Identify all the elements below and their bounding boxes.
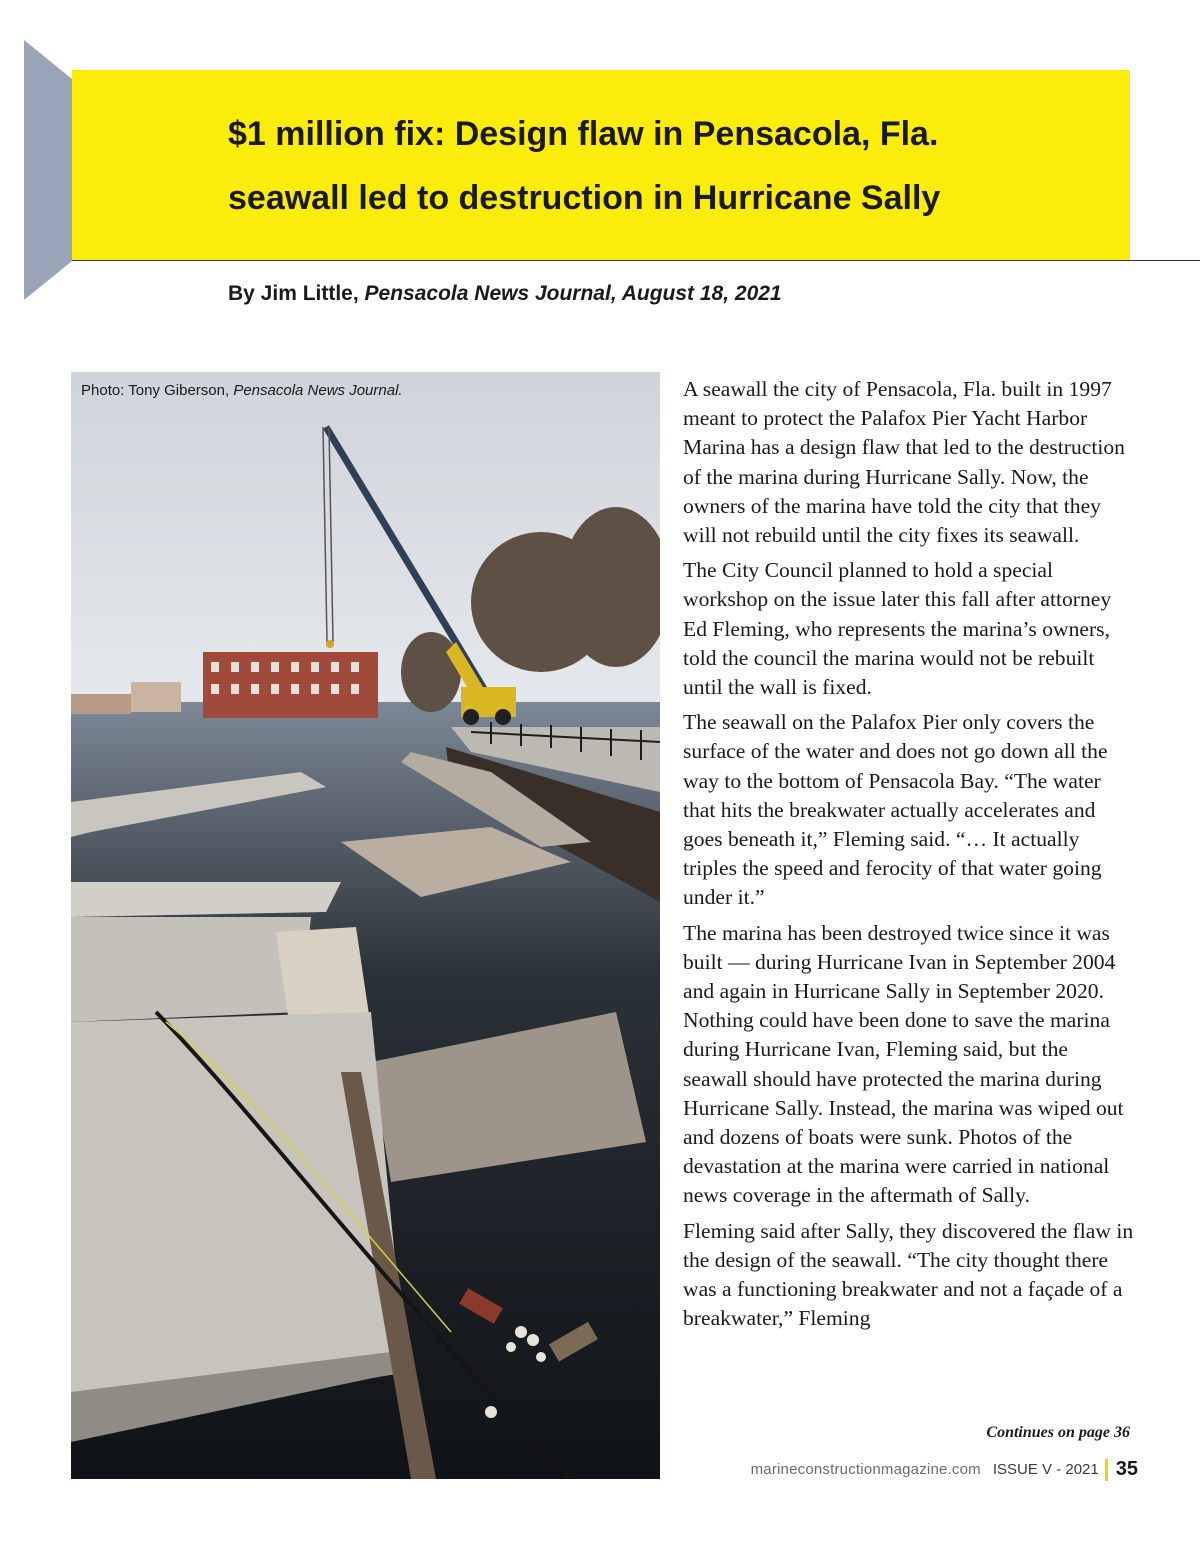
byline [228, 281, 782, 307]
marina-photo [71, 372, 660, 1479]
footer-divider [1105, 1459, 1108, 1481]
photo-credit-prefix: Photo: Tony Giberson, [81, 382, 230, 399]
byline-publication: Pensacola News Journal, August 18, 2021 [364, 282, 782, 305]
footer-issue: ISSUE V - 2021 [992, 1461, 1099, 1478]
article-paragraph: The seawall on the Palafox Pier only covers the surface of the water and does not go down all the way to the bottom of Pensacola Bay. “The water that hits the breakwater actually accelerates and goes beneath it,” Fleming said. “… It actually triples the speed and ferocity of that water going under it.” [683, 710, 1108, 910]
page-footer [751, 1458, 1138, 1481]
article-paragraph: The City Council planned to hold a special workshop on the issue later this fall after attorney Ed Fleming, who represents the marina’s owners, told the council the marina would not be rebuilt until the wall is fixed. [683, 558, 1112, 700]
photo-credit [81, 382, 403, 399]
headline [228, 102, 1108, 230]
photo-credit-publication: Pensacola News Journal. [233, 382, 403, 399]
byline-author: By Jim Little, [228, 282, 359, 305]
article-body [683, 375, 1135, 1340]
article-paragraph: A seawall the city of Pensacola, Fla. built in 1997 meant to protect the Palafox Pier Yacht Harbor Marina has a design flaw that led to the destruction of the marina during Hurricane Sally. Now, the owners of the marina have told the city that they will not rebuild until the city fixes its seawall. [683, 377, 1125, 548]
header-rule [72, 260, 1200, 261]
page-number: 35 [1115, 1458, 1138, 1480]
marina-photo-illustration [71, 372, 660, 1479]
headline-line-1: $1 million fix: Design flaw in Pensacola, Fla. [228, 115, 939, 153]
continues-note: Continues on page 36 [986, 1424, 1130, 1441]
article-paragraph: The marina has been destroyed twice since it was built — during Hurricane Ivan in September 2004 and again in Hurricane Sally in September 2020. Nothing could have been done to save the marina during Hurricane Ivan, Fleming said, but the seawall should have protected the marina during Hurricane Sally. Instead, the marina was wiped out and dozens of boats were sunk. Photos of the devastation at the marina were carried in national news coverage in the aftermath of Sally. [683, 920, 1124, 1208]
article-paragraph: Fleming said after Sally, they discovered the flaw in the design of the seawall. “The city thought there was a functioning breakwater and not a façade of a breakwater,” Fleming [683, 1218, 1134, 1331]
footer-site: marineconstructionmagazine.com [750, 1461, 981, 1478]
headline-line-2: seawall led to destruction in Hurricane Sally [228, 179, 941, 217]
